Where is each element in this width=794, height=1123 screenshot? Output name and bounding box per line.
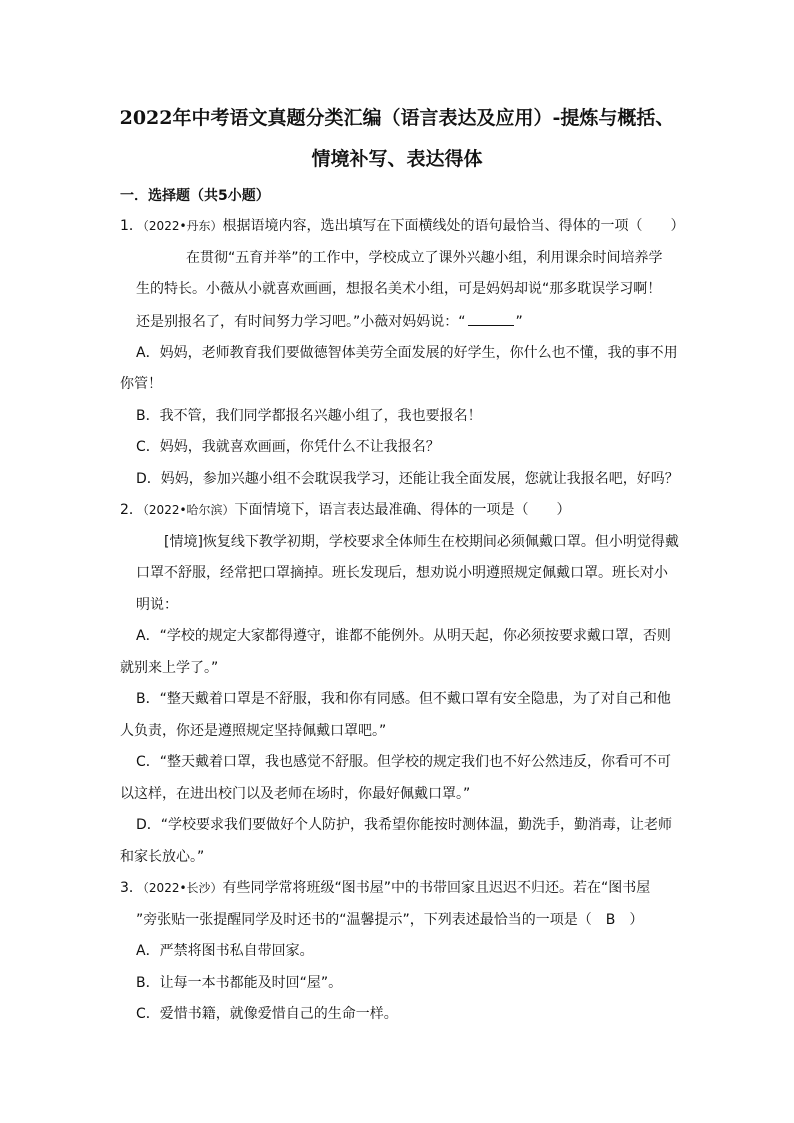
question-source: （2022•哈尔滨）	[142, 503, 235, 517]
q2-option-c-cont: 以这样，在进出校门以及老师在场时，你最好佩戴口罩。”	[120, 786, 471, 802]
q2-passage-line-1: [情境]恢复线下教学初期，学校要求全体师生在校期间必须佩戴口罩。但小明觉得戴	[164, 534, 679, 550]
question-source: （2022•丹东）	[142, 219, 223, 233]
q2-option-d: D．“学校要求我们要做好个人防护，我希望你能按时测体温，勤洗手，勤消毒，让老师	[136, 817, 673, 833]
answer-blank	[468, 311, 514, 326]
document-title-line-2: 情境补写、表达得体	[311, 148, 483, 170]
q1-passage-line-2: 生的特长。小薇从小就喜欢画画，想报名美术小组，可是妈妈却说“那多耽误学习啊！	[136, 281, 662, 297]
q1-passage-line-1: 在贯彻“五育并举”的工作中，学校成立了课外兴趣小组，利用课余时间培养学	[186, 250, 663, 266]
q1-option-a-cont: 你管！	[120, 376, 162, 392]
q2-passage-line-3: 明说：	[136, 597, 178, 613]
q1-passage-line-3	[136, 311, 523, 332]
section-heading: 一．选择题（共5小题）	[120, 188, 270, 204]
q1-option-b: B．我不管，我们同学都报名兴趣小组了，我也要报名！	[136, 408, 482, 424]
q1-option-c: C．妈妈，我就喜欢画画，你凭什么不让我报名？	[136, 439, 440, 455]
question-number: 2．	[120, 502, 143, 518]
question-stem: 有些同学常将班级“图书屋”中的书带回家且迟迟不归还。若在“图书屋	[222, 880, 651, 896]
q2-option-a-cont: 就别来上学了。”	[120, 660, 219, 676]
document-title-line-1: 2022年中考语文真题分类汇编（语言表达及应用）-提炼与概括、	[119, 107, 675, 129]
q2-passage-line-2: 口罩不舒服，经常把口罩摘掉。班长发现后，想劝说小明遵照规定佩戴口罩。班长对小	[136, 565, 668, 581]
q2-option-d-cont: 和家长放心。”	[120, 849, 205, 865]
q2-option-b-cont: 人负责，你还是遵照规定坚持佩戴口罩吧。”	[120, 723, 387, 739]
question-number: 1．	[120, 218, 143, 234]
q1-option-a: A．妈妈，老师教育我们要做德智体美劳全面发展的好学生，你什么也不懂，我的事不用	[136, 345, 678, 361]
question-2-header	[120, 500, 571, 520]
q3-option-b: B．让每一本书都能及时回“屋”。	[136, 975, 343, 991]
question-1-header	[120, 216, 685, 236]
q3-option-a: A．严禁将图书私自带回家。	[136, 943, 314, 959]
q2-option-c: C．“整天戴着口罩，我也感觉不舒服。但学校的规定我们也不好公然违反，你看可不可	[136, 754, 672, 770]
question-number: 3．	[120, 880, 143, 896]
question-3-header	[120, 878, 650, 898]
q2-option-b: B．“整天戴着口罩是不舒服，我和你有同感。但不戴口罩有安全隐患，为了对自己和他	[136, 691, 671, 707]
question-source: （2022•长沙）	[142, 881, 223, 895]
question-stem: 下面情境下，语言表达最准确、得体的一项是（ ）	[234, 502, 571, 518]
q3-stem-cont: ”旁张贴一张提醒同学及时还书的“温馨提示”，下列表述最恰当的一项是（ B ）	[136, 912, 644, 928]
q1-option-d: D．妈妈，参加兴趣小组不会耽误我学习，还能让我全面发展，您就让我报名吧，好吗？	[136, 471, 679, 487]
q2-option-a: A．“学校的规定大家都得遵守，谁都不能例外。从明天起，你必须按要求戴口罩，否则	[136, 628, 671, 644]
q1-passage-text: 还是别报名了，有时间努力学习吧。”小薇对妈妈说：“	[136, 314, 466, 330]
question-stem: 根据语境内容，选出填写在下面横线处的语句最恰当、得体的一项（ ）	[222, 218, 685, 234]
q1-passage-close-quote: ”	[515, 314, 523, 330]
q3-option-c: C．爱惜书籍，就像爱惜自己的生命一样。	[136, 1006, 398, 1022]
